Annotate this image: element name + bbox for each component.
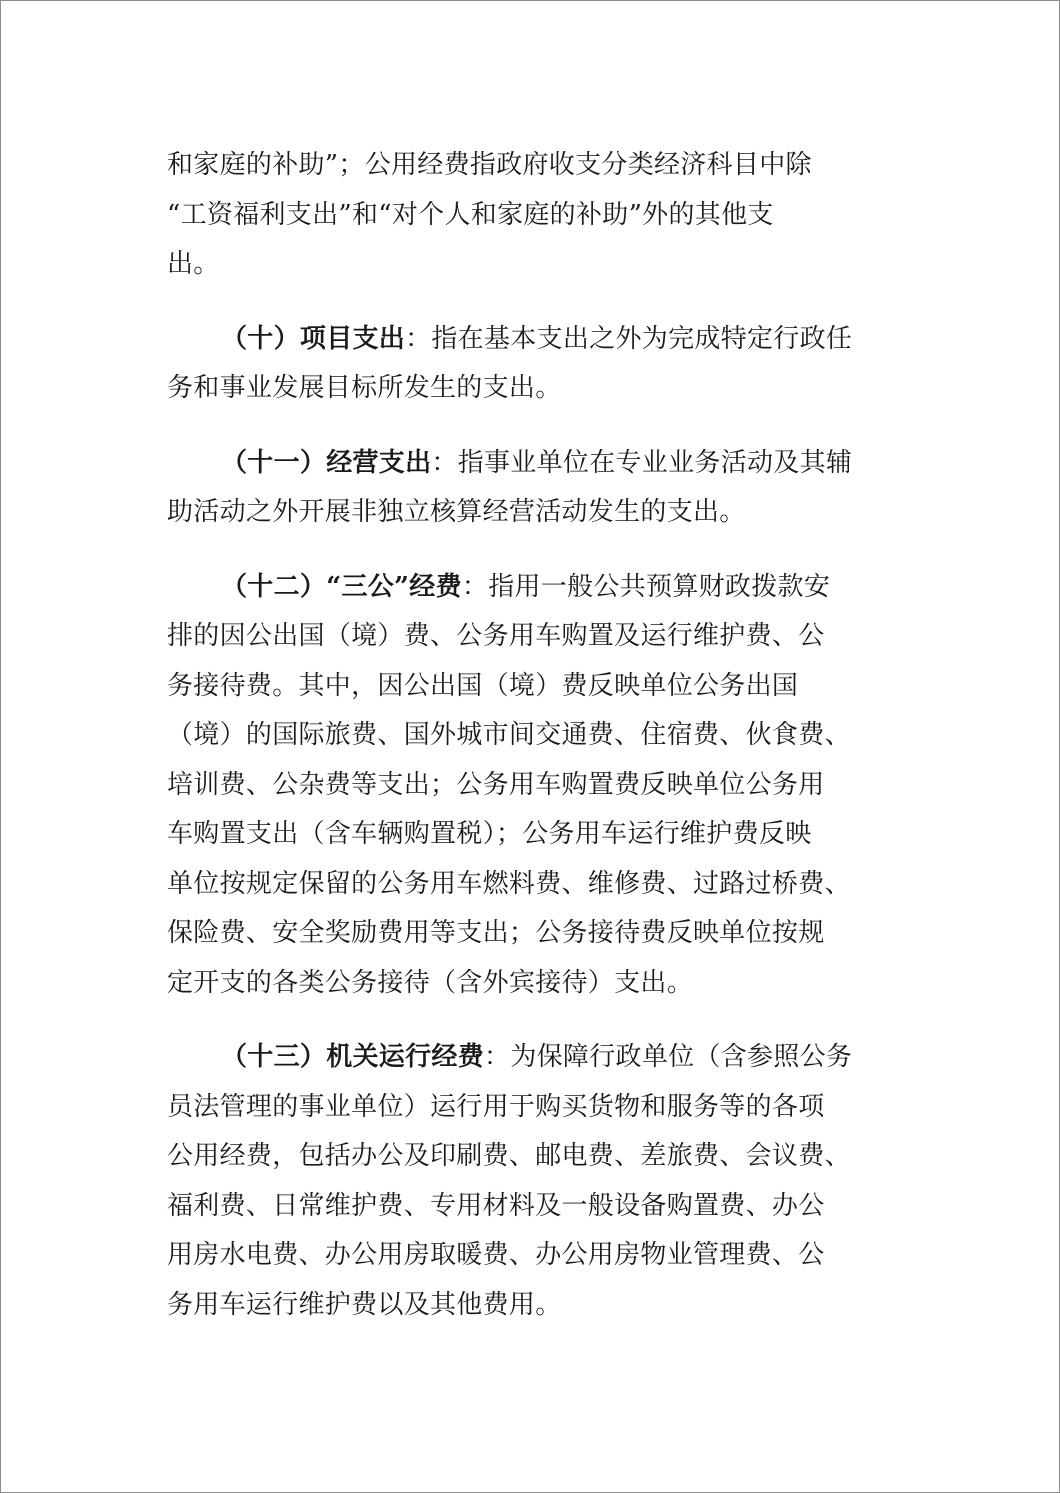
text-line: 培训费、公杂费等支出；公务用车购置费反映单位公务用 bbox=[167, 769, 825, 800]
text-line: 务和事业发展目标所发生的支出。 bbox=[167, 373, 562, 403]
definition-text: ：指在基本支出之外为完成特定行政任 bbox=[405, 323, 853, 354]
text-line: “工资福利支出”和“对个人和家庭的补助”外的其他支 bbox=[167, 199, 774, 230]
paragraph-operating-expenditure bbox=[167, 439, 917, 538]
paragraph-agency-operating-funds bbox=[167, 1033, 917, 1330]
text-line: 公用经费，包括办公及印刷费、邮电费、差旅费、会议费、 bbox=[167, 1141, 851, 1171]
text-line: 务接待费。其中，因公出国（境）费反映单位公务出国 bbox=[167, 670, 799, 701]
text-line: 和家庭的补助”；公用经费指政府收支分类经济科目中除 bbox=[167, 150, 812, 180]
text-line: （境）的国际旅费、国外城市间交通费、住宿费、伙食费、 bbox=[167, 720, 851, 750]
paragraph-project-expenditure bbox=[167, 315, 917, 414]
text-line: 助活动之外开展非独立核算经营活动发生的支出。 bbox=[167, 497, 746, 527]
text-line: 单位按规定保留的公务用车燃料费、维修费、过路过桥费、 bbox=[167, 868, 851, 899]
text-line: 定开支的各类公务接待（含外宾接待）支出。 bbox=[167, 967, 694, 998]
text-line: 福利费、日常维护费、专用材料及一般设备购置费、办公 bbox=[167, 1190, 825, 1221]
text-line bbox=[167, 1033, 917, 1083]
term-heading: （十一）经营支出 bbox=[221, 447, 432, 478]
text-line: 排的因公出国（境）费、公务用车购置及运行维护费、公 bbox=[167, 621, 825, 651]
paragraph-continuation bbox=[167, 141, 917, 290]
term-heading: （十二）“三公”经费 bbox=[221, 571, 462, 602]
document-body bbox=[167, 141, 917, 1355]
definition-text: ：指用一般公共预算财政拨款安 bbox=[461, 571, 831, 602]
text-line bbox=[167, 563, 917, 613]
text-line bbox=[167, 439, 917, 489]
term-heading: （十三）机关运行经费 bbox=[221, 1042, 485, 1072]
definition-text: ：为保障行政单位（含参照公务 bbox=[484, 1042, 853, 1072]
text-line: 出。 bbox=[167, 249, 220, 279]
text-line: 保险费、安全奖励费用等支出；公务接待费反映单位按规 bbox=[167, 918, 825, 948]
text-line bbox=[167, 315, 917, 365]
text-line: 务用车运行维护费以及其他费用。 bbox=[167, 1289, 562, 1320]
text-line: 员法管理的事业单位）运行用于购买货物和服务等的各项 bbox=[167, 1091, 825, 1122]
text-line: 车购置支出（含车辆购置税）；公务用车运行维护费反映 bbox=[167, 819, 812, 849]
paragraph-three-public-expenses bbox=[167, 563, 917, 1009]
definition-text: ：指事业单位在专业业务活动及其辅 bbox=[431, 447, 853, 478]
text-line: 用房水电费、办公用房取暖费、办公用房物业管理费、公 bbox=[167, 1240, 825, 1270]
term-heading: （十）项目支出 bbox=[221, 323, 406, 354]
